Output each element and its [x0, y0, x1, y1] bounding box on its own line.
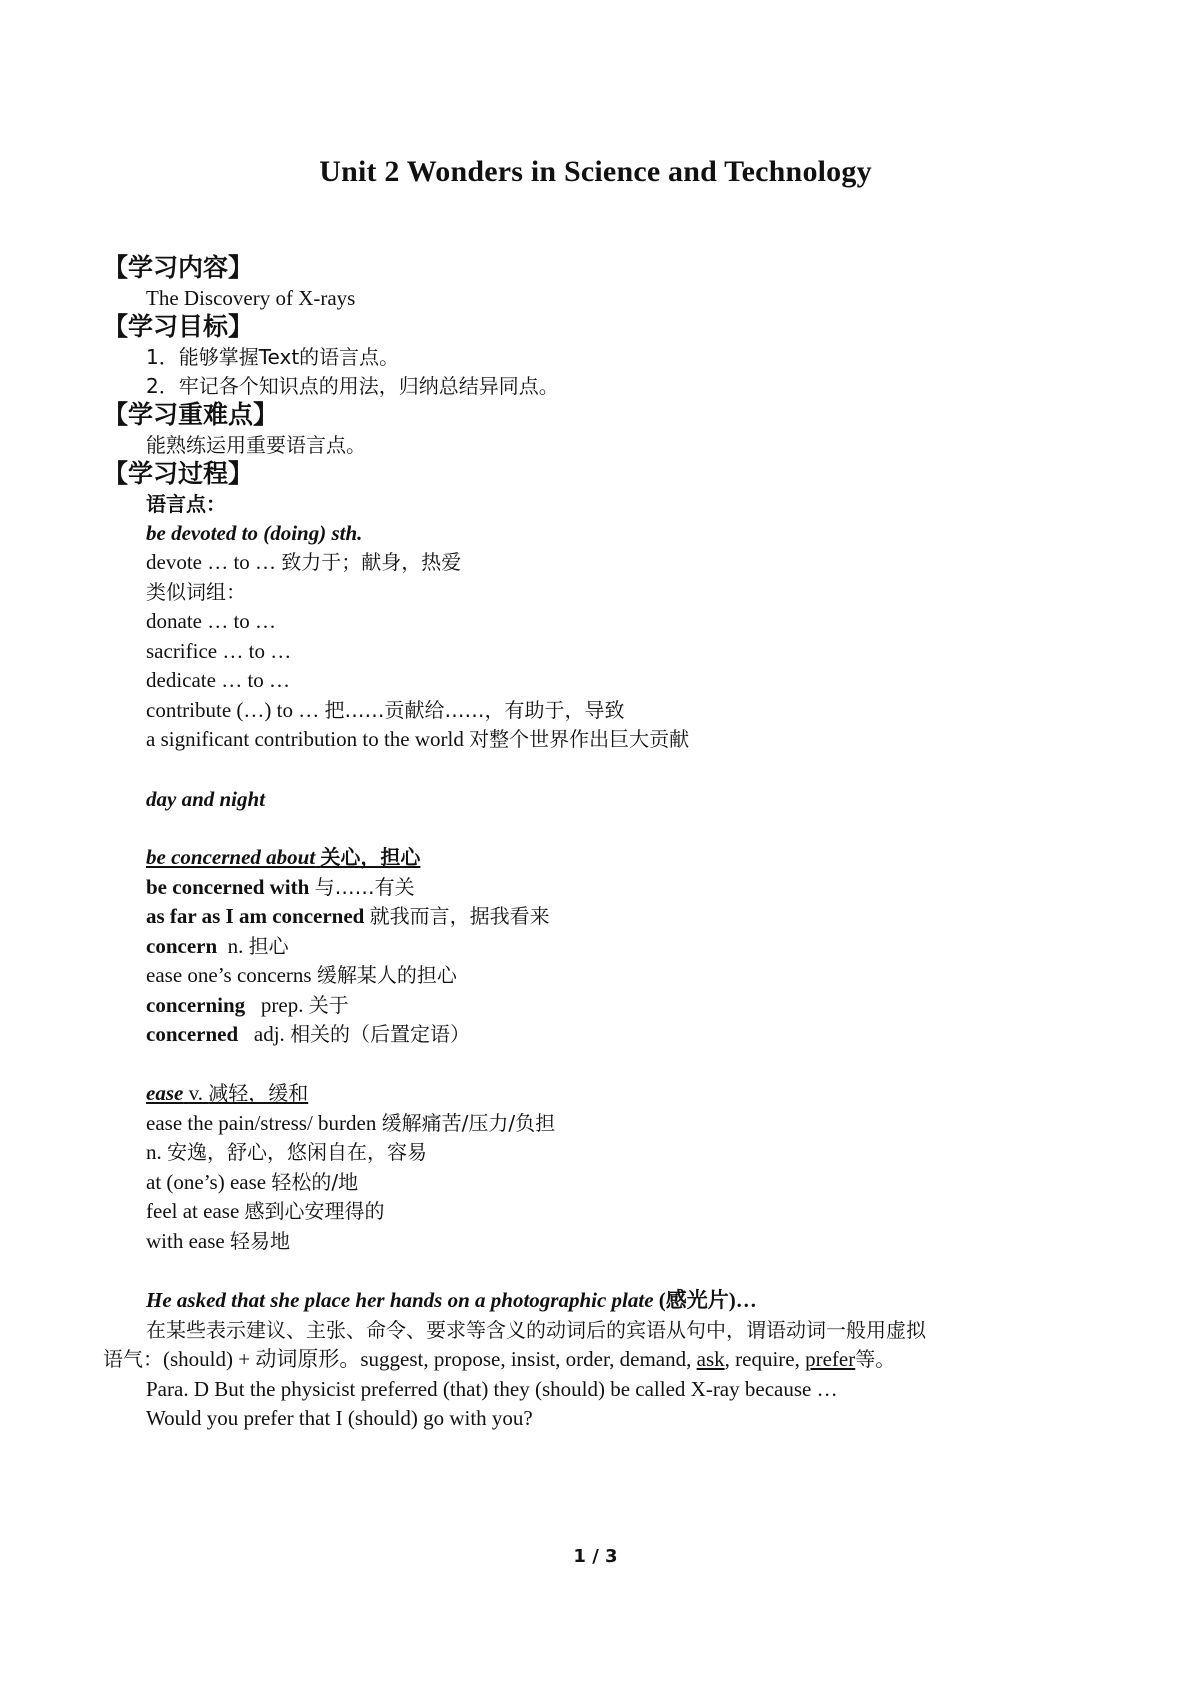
contribute-en: contribute (…) to …: [146, 698, 320, 722]
concerning-pos: prep.: [260, 993, 304, 1017]
contribute-line: [146, 696, 624, 724]
concerning-zh: 关于: [308, 993, 349, 1017]
with-ease-line: [146, 1227, 290, 1255]
as-far-as-zh: 就我而言，据我看来: [369, 904, 550, 928]
ease-pain-en: ease the pain/stress/ burden: [146, 1111, 377, 1135]
content-text: The Discovery of X-rays: [146, 286, 356, 310]
concerning-word: concerning: [146, 993, 246, 1017]
at-ease-zh: 轻松的/地: [271, 1170, 359, 1194]
section-heading-goals: 【学习目标】: [103, 312, 254, 341]
ease-word: ease: [146, 1081, 184, 1105]
devote-line: [146, 548, 461, 576]
ease-verb-line: [146, 1079, 308, 1107]
goal-item-1: 1．能够掌握Text的语言点。: [146, 345, 400, 369]
subjunctive-sentence-line: [146, 1286, 757, 1314]
ease-pain-line: [146, 1109, 555, 1137]
section-heading-process: 【学习过程】: [103, 459, 254, 488]
ease-concerns-zh: 缓解某人的担心: [316, 963, 457, 987]
ease-noun-zh: 安逸，舒心，悠闲自在，容易: [167, 1140, 427, 1164]
ease-pain-zh: 缓解痛苦/压力/负担: [381, 1111, 556, 1135]
language-points-label: 语言点：: [146, 492, 226, 516]
as-far-as-line: [146, 902, 550, 930]
concerned-with-en: be concerned with: [146, 875, 310, 899]
ease-noun-pos: n.: [146, 1140, 162, 1164]
concern-word: concern: [146, 934, 218, 958]
ease-pos: v.: [188, 1081, 203, 1105]
devote-zh: 致力于；献身，热爱: [281, 550, 462, 574]
with-ease-en: with ease: [146, 1229, 225, 1253]
rule-mood-label: 语气：: [103, 1347, 163, 1371]
feel-at-ease-zh: 感到心安理得的: [244, 1199, 385, 1223]
concerned-pos: adj.: [253, 1022, 285, 1046]
concerned-zh: 相关的（后置定语）: [290, 1022, 471, 1046]
ease-concerns-line: [146, 961, 457, 989]
similar-phrases-label: 类似词组：: [146, 580, 246, 604]
rule-etc: 等。: [855, 1347, 896, 1371]
ease-concerns-en: ease one’s concerns: [146, 963, 312, 987]
concerned-adj-line: [146, 1020, 470, 1048]
subjunctive-rule-line-1: 在某些表示建议、主张、命令、要求等含义的动词后的宾语从句中，谓语动词一般用虚拟: [146, 1318, 926, 1342]
at-ease-en: at (one’s) ease: [146, 1170, 267, 1194]
contribution-en: a significant contribution to the world: [146, 727, 464, 751]
concerned-about-zh: 关心，担心: [320, 845, 421, 869]
at-ease-line: [146, 1168, 358, 1196]
difficulty-text: 能熟练运用重要语言点。: [146, 433, 366, 457]
ease-zh: 减轻，缓和: [208, 1081, 309, 1105]
feel-at-ease-en: feel at ease: [146, 1199, 240, 1223]
concerned-about-line: [146, 843, 420, 871]
section-heading-difficulty: 【学习重难点】: [103, 400, 279, 429]
concern-zh: 担心: [248, 934, 289, 958]
contribution-zh: 对整个世界作出巨大贡献: [469, 727, 690, 751]
rule-verb-list: (should) + 动词原形。suggest, propose, insist, order, demand,: [163, 1347, 692, 1371]
with-ease-zh: 轻易地: [229, 1229, 290, 1253]
devote-en: devote … to …: [146, 550, 277, 574]
ease-noun-line: [146, 1138, 427, 1166]
subjunctive-sentence-paren: (感光片)…: [658, 1288, 757, 1312]
concerned-about-en: be concerned about: [146, 845, 316, 869]
phrase-devoted-to: be devoted to (doing) sth.: [146, 521, 363, 545]
verb-ask: ask: [696, 1347, 725, 1371]
concerned-word: concerned: [146, 1022, 239, 1046]
section-heading-content: 【学习内容】: [103, 253, 254, 282]
concerned-with-zh: 与……有关: [314, 875, 415, 899]
concern-noun-line: [146, 932, 289, 960]
page-title: Unit 2 Wonders in Science and Technology: [319, 155, 872, 188]
concern-pos: n.: [227, 934, 244, 958]
concerned-with-line: [146, 873, 415, 901]
verb-prefer: prefer: [805, 1347, 856, 1371]
concerning-line: [146, 991, 349, 1019]
para-d-line: Para. D But the physicist preferred (that) they (should) be called X-ray because …: [146, 1377, 838, 1401]
feel-at-ease-line: [146, 1197, 385, 1225]
page-number: 1 / 3: [573, 1546, 618, 1567]
goal-item-2: 2．牢记各个知识点的用法，归纳总结异同点。: [146, 374, 559, 398]
as-far-as-en: as far as I am concerned: [146, 904, 365, 928]
phrase-sacrifice: sacrifice … to …: [146, 639, 292, 663]
phrase-day-and-night: day and night: [146, 787, 266, 811]
verb-require: , require,: [724, 1347, 800, 1371]
contribute-zh: 把……贡献给……，有助于，导致: [324, 698, 625, 722]
subjunctive-rule-line-2: [103, 1345, 895, 1373]
example-sentence: Would you prefer that I (should) go with you?: [146, 1406, 533, 1430]
contribution-line: [146, 725, 689, 753]
phrase-donate: donate … to …: [146, 609, 277, 633]
subjunctive-sentence: He asked that she place her hands on a photographic plate: [146, 1288, 654, 1312]
phrase-dedicate: dedicate … to …: [146, 668, 291, 692]
